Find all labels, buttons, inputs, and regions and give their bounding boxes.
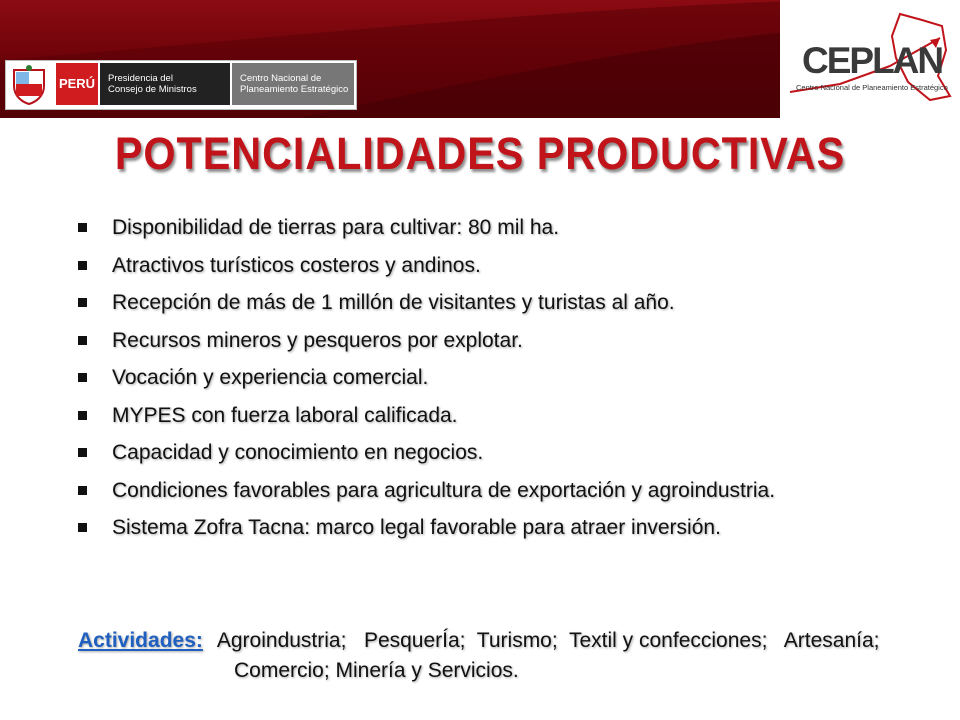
list-item bbox=[74, 479, 934, 517]
list-item-text: Condiciones favorables para agricultura de exportación y agroindustria. bbox=[112, 478, 776, 502]
bullet-square-icon bbox=[78, 411, 87, 420]
ceplan-subtitle: Centro Nacional de Planeamiento Estratégico bbox=[796, 83, 948, 92]
bullet-square-icon bbox=[78, 523, 87, 532]
list-item bbox=[74, 441, 934, 479]
bullet-square-icon bbox=[78, 448, 87, 457]
page-title: POTENCIALIDADES PRODUCTIVAS bbox=[114, 128, 846, 179]
government-logo-box bbox=[5, 60, 357, 110]
list-item-text: Recepción de más de 1 millón de visitantes y turistas al año. bbox=[112, 291, 675, 314]
bullet-square-icon bbox=[78, 373, 87, 382]
list-item-text: Vocación y experiencia comercial. bbox=[112, 366, 429, 389]
list-item-text: Recursos mineros y pesqueros por explotar. bbox=[112, 328, 523, 352]
presidencia-line-1: Presidencia del bbox=[108, 73, 173, 84]
list-item bbox=[74, 366, 934, 404]
header-banner bbox=[0, 0, 960, 118]
peru-coat-of-arms-icon bbox=[10, 64, 48, 106]
ceplan-logo bbox=[780, 0, 960, 118]
activities-line-2: Comercio; Minería y Servicios. bbox=[234, 659, 519, 682]
activities-label: Actividades: bbox=[78, 629, 203, 652]
list-item-text: Disponibilidad de tierras para cultivar: 80 mil ha. bbox=[112, 216, 560, 239]
list-item bbox=[74, 516, 934, 554]
ceplan-org-line-2: Planeamiento Estratégico bbox=[240, 84, 349, 95]
bullet-square-icon bbox=[78, 223, 87, 232]
list-item-text: MYPES con fuerza laboral calificada. bbox=[112, 403, 458, 427]
list-item bbox=[74, 291, 934, 329]
bullet-square-icon bbox=[78, 298, 87, 307]
list-item bbox=[74, 329, 934, 367]
bullet-square-icon bbox=[78, 486, 87, 495]
ceplan-org-line-1: Centro Nacional de bbox=[240, 73, 322, 84]
list-item bbox=[74, 216, 934, 254]
list-item bbox=[74, 254, 934, 292]
ceplan-wordmark: CEPLAN bbox=[802, 40, 943, 81]
bullet-square-icon bbox=[78, 261, 87, 270]
list-item-text: Atractivos turísticos costeros y andinos. bbox=[112, 253, 481, 277]
presidencia-line-2: Consejo de Ministros bbox=[108, 84, 197, 95]
peru-tag: PERÚ bbox=[56, 63, 98, 105]
list-item-text: Sistema Zofra Tacna: marco legal favorable para atraer inversión. bbox=[112, 516, 721, 539]
activities-line-1: Agroindustria; PesquerÍa; Turismo; Textil y confecciones; Artesanía; bbox=[216, 629, 880, 652]
list-item-text: Capacidad y conocimiento en negocios. bbox=[112, 441, 484, 464]
potentialities-list bbox=[74, 216, 934, 554]
ceplan-org-label bbox=[232, 63, 354, 105]
bullet-square-icon bbox=[78, 336, 87, 345]
list-item bbox=[74, 404, 934, 442]
activities-section bbox=[78, 626, 938, 686]
presidencia-label bbox=[100, 63, 230, 105]
